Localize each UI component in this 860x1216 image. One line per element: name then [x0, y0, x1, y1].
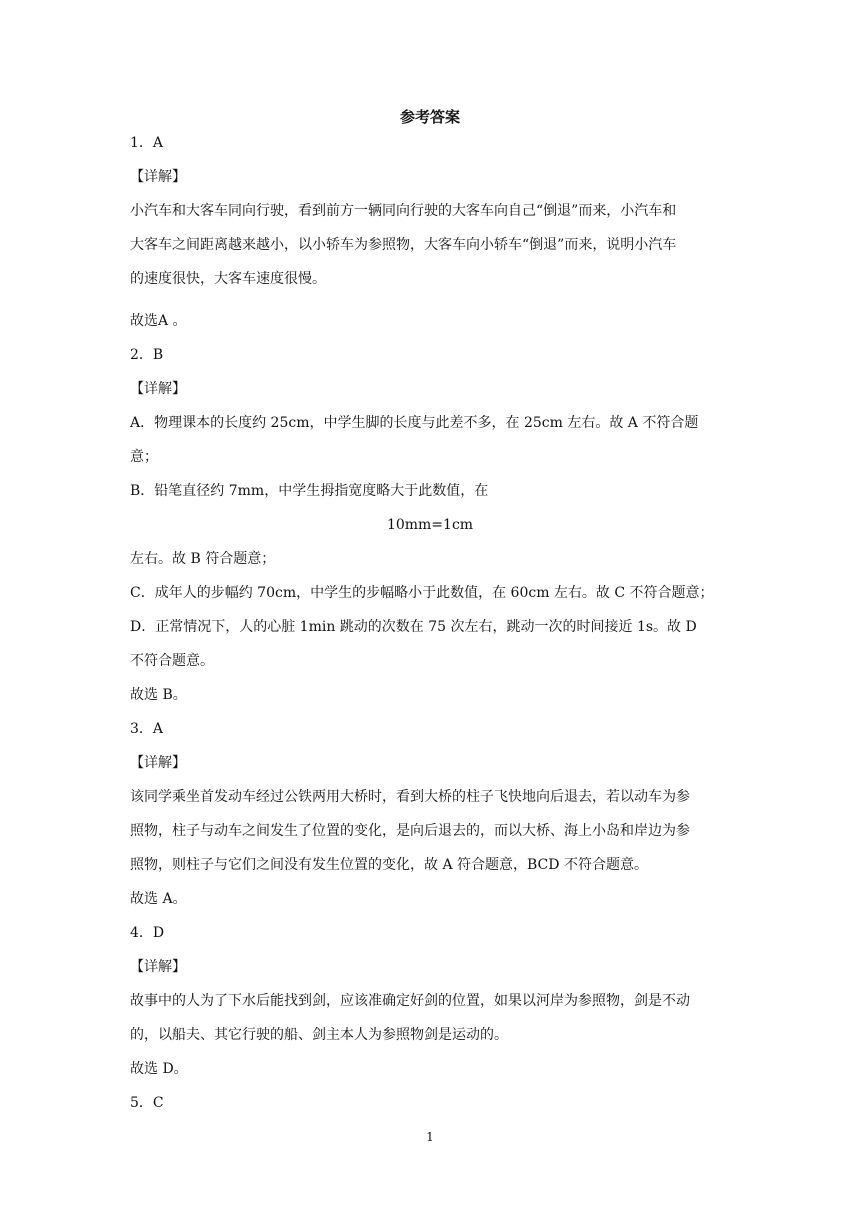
explanation-heading: 【详解】: [130, 381, 186, 397]
explanation-heading: 【详解】: [130, 755, 186, 771]
conclusion-line: 故选 B。: [130, 687, 187, 703]
page-title: 参考答案: [399, 108, 460, 126]
paragraph-line: 的速度很快，大客车速度很慢。: [130, 271, 326, 287]
formula-line: 10mm=1cm: [386, 517, 474, 533]
page-number: 1: [426, 1130, 434, 1144]
answer-number: 4．D: [130, 925, 165, 941]
paragraph-line: C．成年人的步幅约 70cm，中学生的步幅略小于此数值，在 60cm 左右。故 C 不符合题意；: [130, 585, 714, 601]
conclusion-line: 故选 D。: [130, 1061, 188, 1077]
answer-number: 5．C: [130, 1095, 164, 1111]
answer-number: 3．A: [130, 721, 164, 737]
answer-number: 2．B: [130, 347, 164, 363]
paragraph-line: 照物，柱子与动车之间发生了位置的变化，是向后退去的，而以大桥、海上小岛和岸边为参: [130, 823, 690, 839]
paragraph-line: 大客车之间距离越来越小，以小轿车为参照物，大客车向小轿车“倒退”而来，说明小汽车: [130, 237, 677, 253]
paragraph-line: 照物，则柱子与它们之间没有发生位置的变化，故 A 符合题意，BCD 不符合题意。: [130, 857, 648, 873]
conclusion-line: 故选A 。: [130, 313, 187, 329]
paragraph-line: B．铅笔直径约 7mm，中学生拇指宽度略大于此数值，在: [130, 483, 489, 499]
paragraph-line: 小汽车和大客车同向行驶，看到前方一辆同向行驶的大客车向自己“倒退”而来，小汽车和: [130, 203, 677, 219]
explanation-heading: 【详解】: [130, 959, 186, 975]
paragraph-line: 意；: [130, 449, 158, 465]
paragraph-line: 故事中的人为了下水后能找到剑，应该准确定好剑的位置，如果以河岸为参照物，剑是不动: [130, 993, 690, 1009]
paragraph-line: 左右。故 B 符合题意；: [130, 551, 276, 567]
paragraph-line: 该同学乘坐首发动车经过公铁两用大桥时，看到大桥的柱子飞快地向后退去，若以动车为参: [130, 789, 690, 805]
answer-number: 1．A: [130, 135, 164, 151]
paragraph-line: 不符合题意。: [130, 653, 214, 669]
paragraph-line: D．正常情况下，人的心脏 1min 跳动的次数在 75 次左右，跳动一次的时间接近 1s。故 D: [130, 619, 697, 635]
explanation-heading: 【详解】: [130, 169, 186, 185]
paragraph-line: 的，以船夫、其它行驶的船、剑主本人为参照物剑是运动的。: [130, 1027, 508, 1043]
paragraph-line: A．物理课本的长度约 25cm，中学生脚的长度与此差不多，在 25cm 左右。故 A 不符合题: [130, 415, 699, 431]
conclusion-line: 故选 A。: [130, 891, 187, 907]
